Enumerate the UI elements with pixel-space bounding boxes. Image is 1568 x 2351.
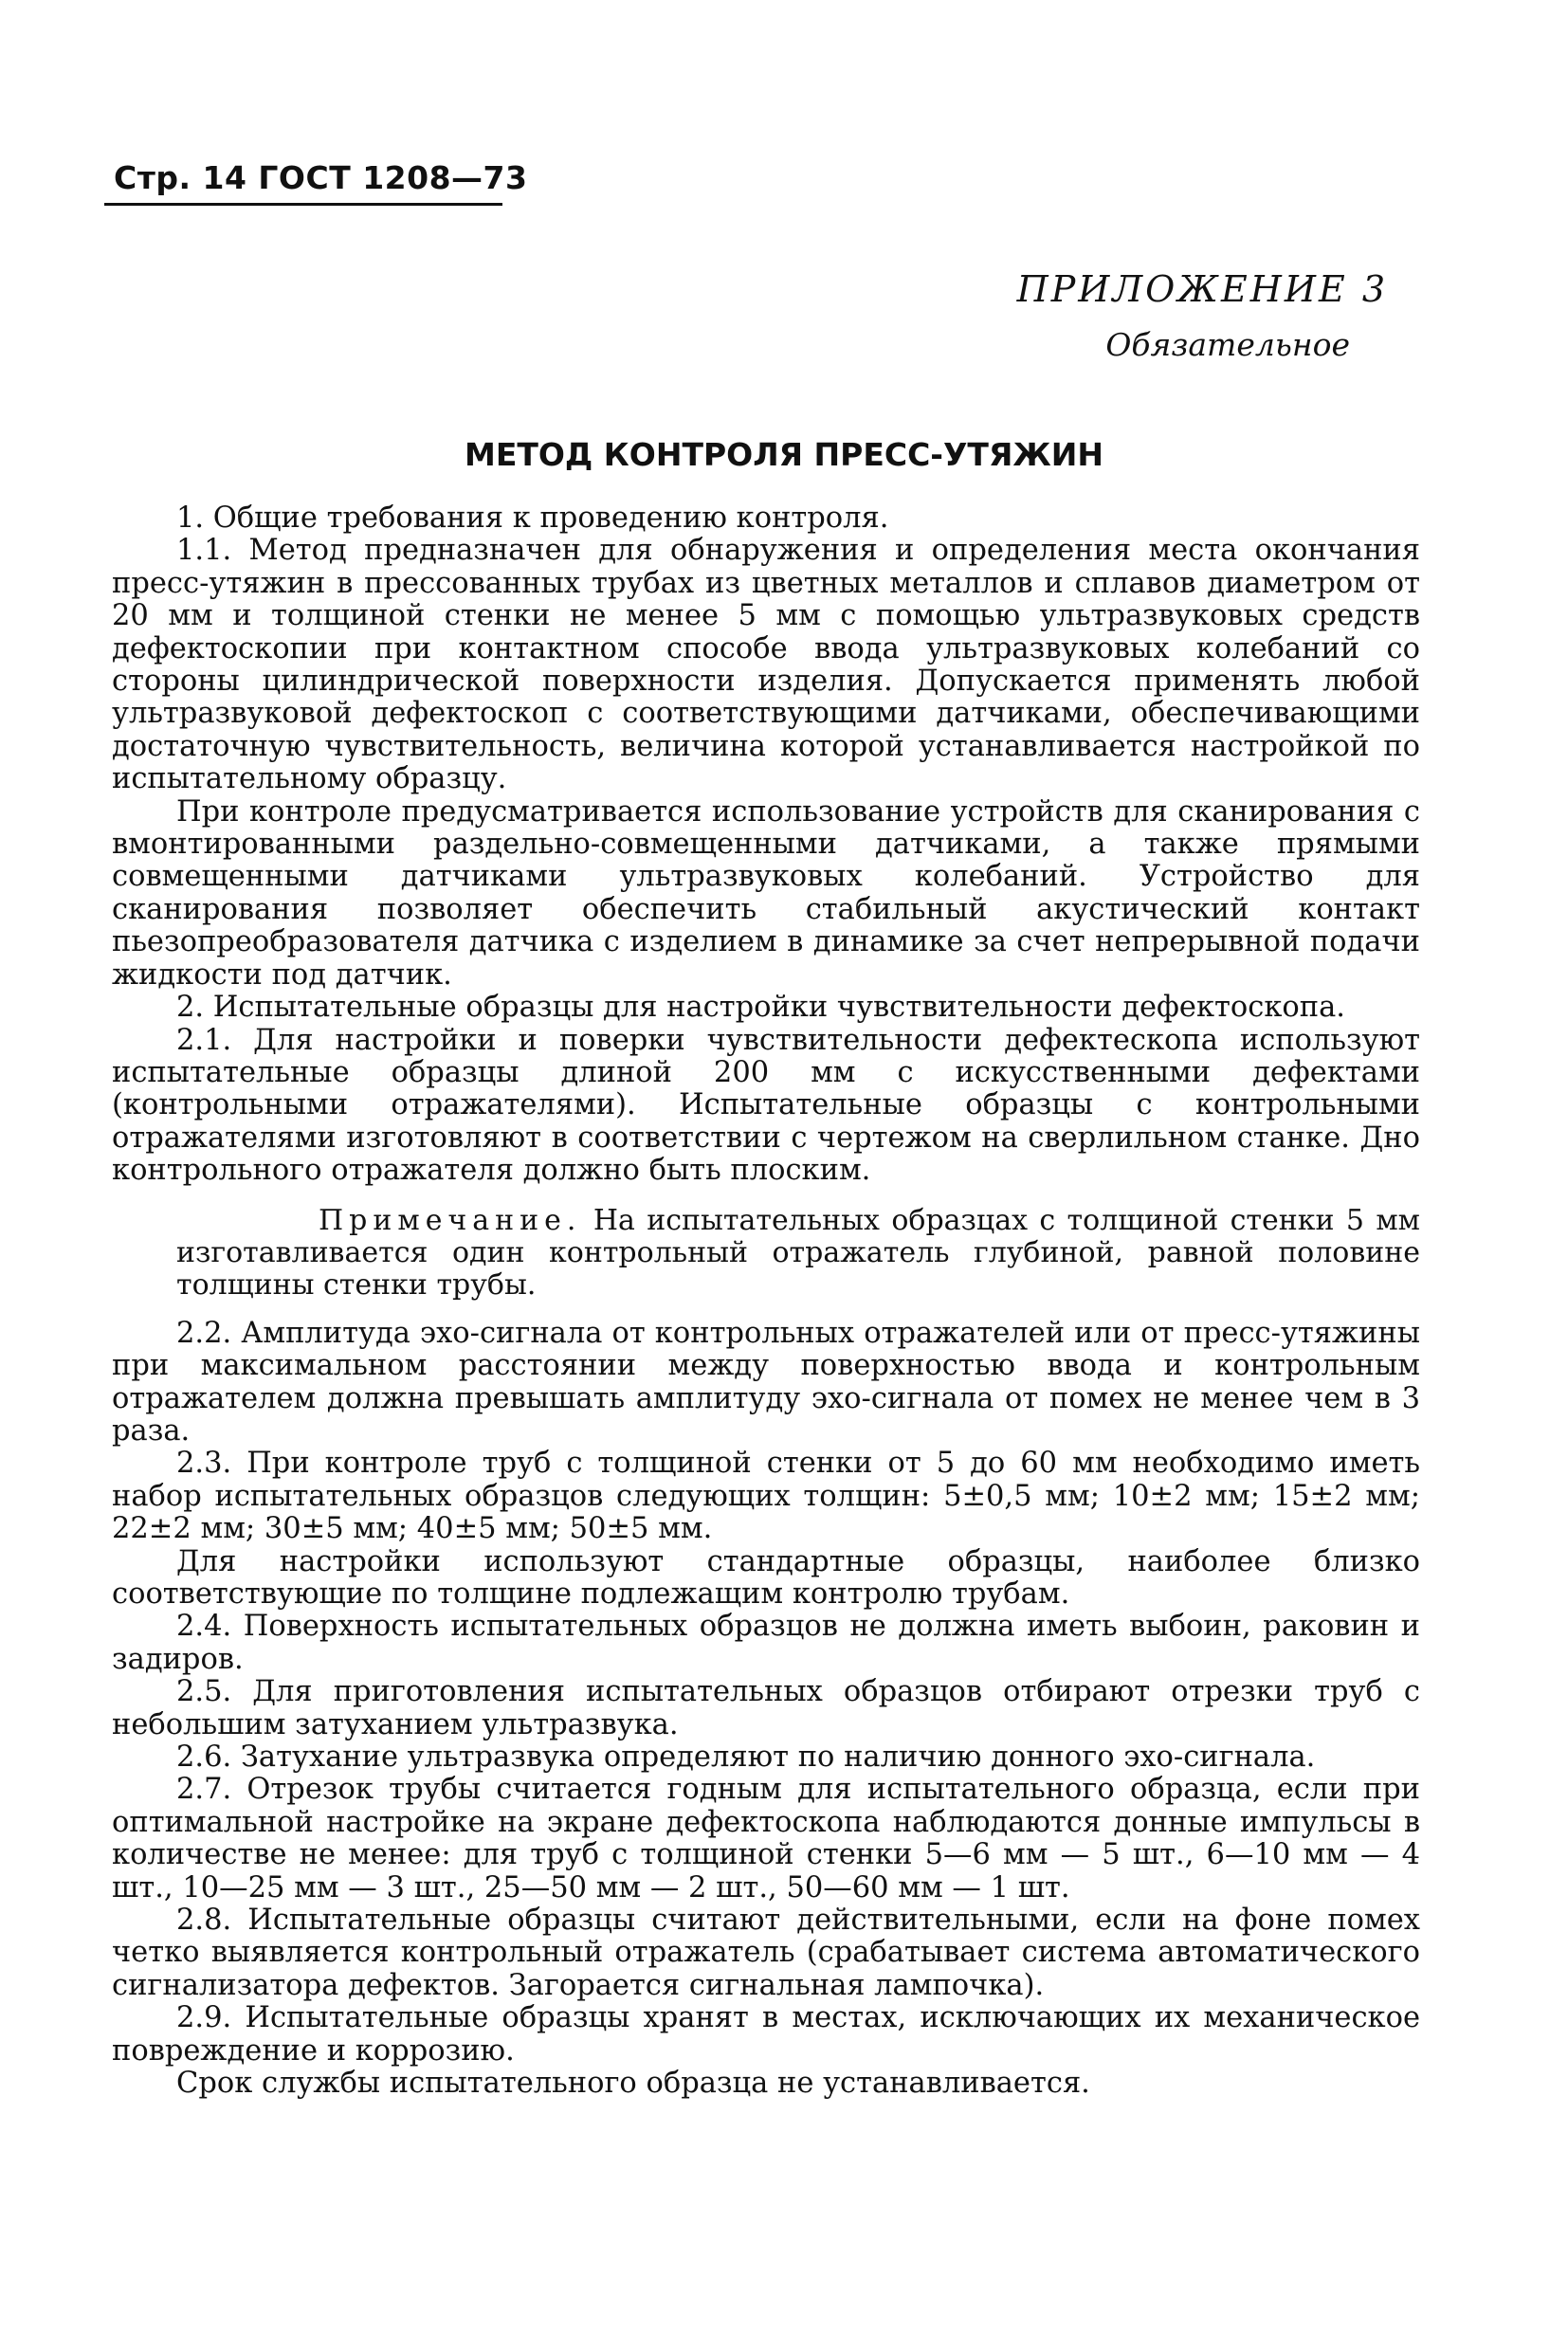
paragraph-2-1: 2.1. Для настройки и поверки чувствительности дефектескопа используют испытательные образцы длиной 200 мм с искусственными дефектами (контрольными отражателями). Испытательные образцы с контрольными отражателями изготовляют в соответствии с чертежом на сверлильном станке. Дно контрольного отражателя должно быть плоским. — [112, 1023, 1420, 1188]
document-title: МЕТОД КОНТРОЛЯ ПРЕСС-УТЯЖИН — [464, 436, 1103, 473]
document-body — [112, 502, 1420, 2101]
paragraph-2-7: 2.7. Отрезок трубы считается годным для испытательного образца, если при оптимальной настройке на экране дефектоскопа наблюдаются донные импульсы в количестве не менее: для труб с толщиной стенки 5—6 мм — 5 шт., 6—10 мм — 4 шт., 10—25 мм — 3 шт., 25—50 мм — 2 шт., 50—60 мм — 1 шт. — [112, 1773, 1420, 1904]
appendix-status: Обязательное — [1105, 326, 1350, 363]
paragraph-1-1-continued: При контроле предусматривается использование устройств для сканирования с вмонтированными раздельно-совмещенными датчиками, а также прямыми совмещенными датчиками ультразвуковых колебаний. Устройство для сканирования позволяет обеспечить стабильный акустический контакт пьезопреобразователя датчика с изделием в динамике за счет непрерывной подачи жидкости под датчик. — [112, 794, 1420, 992]
paragraph-2-5: 2.5. Для приготовления испытательных образцов отбирают отрезки труб с небольшим затуханием ультразвука. — [112, 1675, 1420, 1741]
paragraph-2-3: 2.3. При контроле труб с толщиной стенки от 5 до 60 мм необходимо иметь набор испытательных образцов следующих толщин: 5±0,5 мм; 10±2 мм; 15±2 мм; 22±2 мм; 30±5 мм; 40±5 мм; 50±5 мм. — [112, 1447, 1420, 1546]
page-header: Стр. 14 ГОСТ 1208—73 — [114, 159, 528, 196]
appendix-block — [1017, 261, 1388, 373]
paragraph-2-9: 2.9. Испытательные образцы хранят в местах, исключающих их механическое повреждение и коррозию. — [112, 2001, 1420, 2068]
appendix-label: ПРИЛОЖЕНИЕ 3 — [1016, 268, 1388, 310]
paragraph-2-8: 2.8. Испытательные образцы считают действительными, если на фоне помех четко выявляется контрольный отражатель (срабатывает система автоматического сигнализатора дефектов. Загорается сигнальная лампочка). — [112, 1904, 1420, 2002]
paragraph-2-6: 2.6. Затухание ультразвука определяют по наличию донного эхо-сигнала. — [176, 1740, 1316, 1775]
header-rule — [104, 203, 502, 206]
note — [112, 1205, 1420, 1303]
paragraph-2: 2. Испытательные образцы для настройки чувствительности дефектоскопа. — [176, 991, 1345, 1025]
paragraph-2-2: 2.2. Амплитуда эхо-сигнала от контрольных отражателей или от пресс-утяжины при максимальном расстоянии между поверхностью ввода и контрольным отражателем должна превышать амплитуду эхо-сигнала от помех не менее чем в 3 раза. — [112, 1316, 1420, 1448]
paragraph-1-1: 1.1. Метод предназначен для обнаружения и определения места окончания пресс-утяжин в прессованных трубах из цветных металлов и сплавов диаметром от 20 мм и толщиной стенки не менее 5 мм с помощью ультразвуковых средств дефектоскопии при контактном способе ввода ультразвуковых колебаний со стороны цилиндрической поверхности изделия. Допускается применять любой ультразвуковой дефектоскоп с соответствующими датчиками, обеспечивающими достаточную чувствительность, величина которой устанавливается настройкой по испытательному образцу. — [112, 534, 1420, 796]
paragraph-2-4: 2.4. Поверхность испытательных образцов не должна иметь выбоин, раковин и задиров. — [112, 1610, 1420, 1676]
paragraph-2-3-continued: Для настройки используют стандартные образцы, наиболее близко соответствующие по толщине подлежащим контролю трубам. — [112, 1544, 1420, 1611]
paragraph-2-9-continued: Срок службы испытательного образца не устанавливается. — [176, 2067, 1090, 2101]
note-label: Примечание. — [319, 1203, 582, 1237]
paragraph-1: 1. Общие требования к проведению контроля. — [176, 501, 889, 535]
note-text: На испытательных образцах с толщиной стенки 5 мм изготавливается один контрольный отражатель глубиной, равной половине толщины стенки трубы. — [176, 1203, 1420, 1303]
